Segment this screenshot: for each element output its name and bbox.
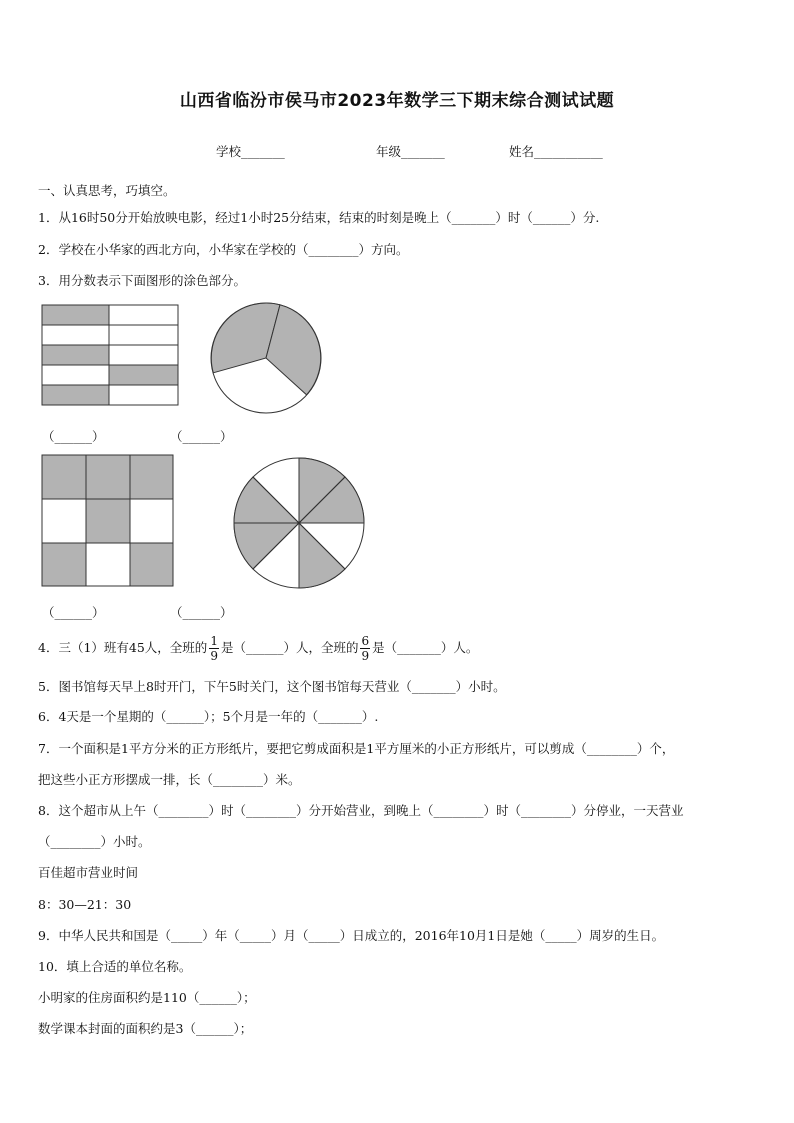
figure-grid-3x3: [42, 455, 174, 587]
question-2: 2．学校在小华家的西北方向，小华家在学校的（________）方向。: [38, 242, 409, 257]
q4-text-2: 是（______）人，全班的: [220, 640, 359, 655]
name-field: 姓名___________: [509, 144, 603, 159]
fraction-numerator: 1: [210, 634, 218, 648]
store-sign-title: 百佳超市营业时间: [38, 865, 139, 880]
school-field: 学校_______: [216, 144, 285, 159]
figure-circle-thirds: [210, 302, 322, 414]
question-8-line-2: （________）小时。: [38, 834, 151, 849]
question-4: [38, 628, 478, 668]
question-7-line-2: 把这些小正方形摆成一排，长（________）米。: [38, 772, 301, 787]
blank-figure-2: （______）: [170, 429, 233, 444]
fraction-denominator: 9: [361, 649, 370, 663]
question-3: 3．用分数表示下面图形的涂色部分。: [38, 273, 246, 288]
blank-figure-4: （______）: [170, 605, 233, 620]
question-9: 9．中华人民共和国是（_____）年（_____）月（_____）日成立的，2016年10月1日是她（_____）周岁的生日。: [38, 928, 665, 943]
question-6: 6．4天是一个星期的（______）；5个月是一年的（_______）.: [38, 709, 379, 724]
question-5: 5．图书馆每天早上8时开门，下午5时关门，这个图书馆每天营业（_______）小时。: [38, 679, 506, 694]
fraction-six-ninths: [360, 635, 370, 662]
question-10-b: 数学课本封面的面积约是3（______）；: [38, 1021, 253, 1036]
q4-text-3: 是（_______）人。: [372, 640, 479, 655]
question-1: 1．从16时50分开始放映电影，经过1小时25分结束，结束的时刻是晚上（_______）时（______）分.: [38, 210, 600, 225]
q4-text-1: 4．三（1）班有45人，全班的: [38, 640, 208, 655]
fraction-numerator: 6: [361, 634, 370, 648]
blank-figure-3: （______）: [42, 605, 105, 620]
question-10: 10．填上合适的单位名称。: [38, 959, 192, 974]
question-8-line-1: 8．这个超市从上午（________）时（________）分开始营业，到晚上（________）时（________）分停业，一天营业: [38, 803, 684, 818]
question-10-a: 小明家的住房面积约是110（______）；: [38, 990, 256, 1005]
blank-figure-1: （______）: [42, 429, 105, 444]
section-heading: 一、认真思考，巧填空。: [38, 183, 176, 198]
figure-circle-eighths: [232, 456, 366, 590]
fraction-one-ninth: [209, 635, 219, 662]
fraction-denominator: 9: [210, 649, 218, 663]
page-title: 山西省临汾市侯马市2023年数学三下期末综合测试试题: [179, 91, 615, 111]
grade-field: 年级_______: [376, 144, 445, 159]
store-sign-hours: 8：30—21：30: [38, 897, 132, 912]
question-7-line-1: 7．一个面积是1平方分米的正方形纸片，要把它剪成面积是1平方厘米的小正方形纸片，可以剪成（________）个，: [38, 741, 675, 756]
figure-striped-rectangle: [42, 305, 179, 406]
